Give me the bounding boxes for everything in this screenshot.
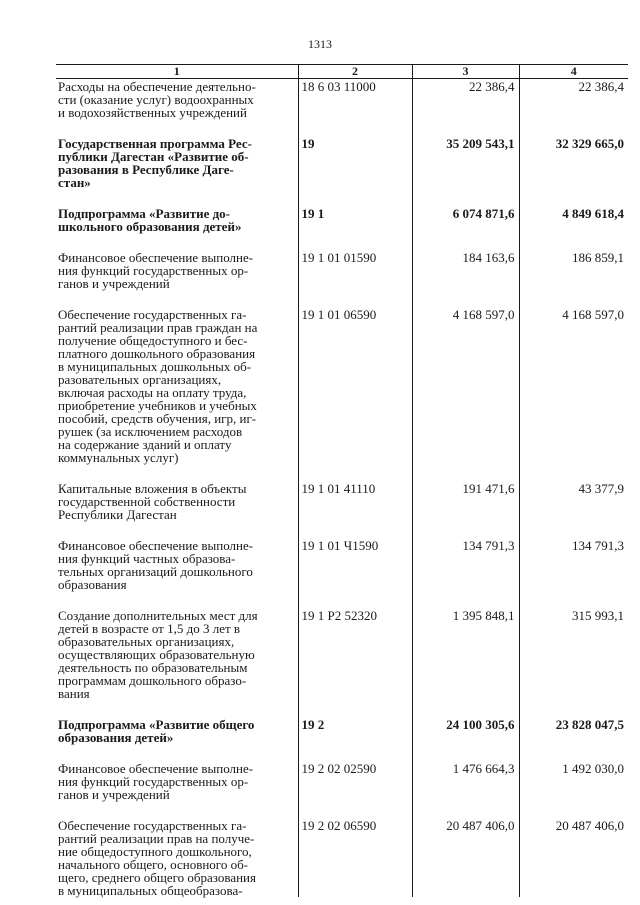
row-value-col3: 22 386,4	[412, 79, 519, 138]
row-name-cell: Финансовое обеспечение выполне- ния функций частных образова- тельных организаций дошкольного образования	[58, 538, 254, 592]
column-header-1: 1	[56, 65, 298, 79]
row-name-cell: Финансовое обеспечение выполне- ния функций государственных ор- ганов и учреждений	[58, 250, 254, 291]
row-code-cell: 19 1 01 06590	[298, 308, 412, 482]
row-name-cell: Финансовое обеспечение выполне- ния функций государственных ор- ганов и учреждений	[58, 761, 254, 802]
row-code-cell: 19 2 02 06590	[298, 819, 412, 897]
row-name-cell: Государственная программа Рес- публики Дагестан «Развитие об- разования в Республике Даге- стан»	[58, 136, 252, 190]
row-value-col4: 186 859,1	[519, 251, 628, 308]
row-name-cell: Создание дополнительных мест для детей в возрасте от 1,5 до 3 лет в образовательных организациях, осуществляющих образовательную деятельность по образовательным программам дошкольного образо- вания	[58, 608, 258, 701]
row-value-col3: 35 209 543,1	[412, 137, 519, 207]
row-value-col4: 20 487 406,0	[519, 819, 628, 897]
budget-table	[56, 64, 628, 897]
row-value-col3: 1 395 848,1	[412, 609, 519, 718]
row-value-col4: 22 386,4	[519, 79, 628, 138]
row-value-col4: 32 329 665,0	[519, 137, 628, 207]
table-body	[56, 79, 628, 898]
table-row	[56, 482, 628, 539]
row-value-col3: 4 168 597,0	[412, 308, 519, 482]
row-value-col3: 6 074 871,6	[412, 207, 519, 251]
table-row	[56, 207, 628, 251]
row-name-cell: Подпрограмма «Развитие общего образования детей»	[58, 717, 255, 745]
row-name-cell: Подпрограмма «Развитие до- школьного образования детей»	[58, 206, 242, 234]
row-code-cell: 19 2 02 02590	[298, 762, 412, 819]
row-value-col4: 4 849 618,4	[519, 207, 628, 251]
table-row	[56, 137, 628, 207]
row-name-cell: Расходы на обеспечение деятельно- сти (оказание услуг) водоохранных и водохозяйственных учреждений	[58, 79, 256, 120]
row-code-cell: 19 1 P2 52320	[298, 609, 412, 718]
row-code-cell: 19	[298, 137, 412, 207]
row-name-cell: Капитальные вложения в объекты государственной собственности Республики Дагестан	[58, 481, 247, 522]
column-header-4: 4	[519, 65, 628, 79]
row-value-col4: 315 993,1	[519, 609, 628, 718]
row-code-cell: 19 1	[298, 207, 412, 251]
table-row	[56, 762, 628, 819]
row-value-col4: 134 791,3	[519, 539, 628, 609]
row-code-cell: 18 6 03 11000	[298, 79, 412, 138]
page-number: 1313	[308, 37, 332, 51]
table-row	[56, 539, 628, 609]
column-header-2: 2	[298, 65, 412, 79]
row-value-col3: 20 487 406,0	[412, 819, 519, 897]
table-row	[56, 251, 628, 308]
row-value-col4: 1 492 030,0	[519, 762, 628, 819]
row-code-cell: 19 1 01 41110	[298, 482, 412, 539]
table-row	[56, 718, 628, 762]
table-header-row	[56, 65, 628, 79]
row-value-col3: 191 471,6	[412, 482, 519, 539]
row-value-col3: 134 791,3	[412, 539, 519, 609]
row-code-cell: 19 2	[298, 718, 412, 762]
row-value-col4: 43 377,9	[519, 482, 628, 539]
row-code-cell: 19 1 01 Ч1590	[298, 539, 412, 609]
row-name-cell: Обеспечение государственных га- рантий реализации прав на получе- ние общедоступного дошкольного, начального общего, основного об- щего, среднего общего образования в муниципальных общеобразова-	[58, 818, 256, 898]
row-value-col4: 23 828 047,5	[519, 718, 628, 762]
table-row	[56, 609, 628, 718]
row-value-col3: 1 476 664,3	[412, 762, 519, 819]
table-row	[56, 308, 628, 482]
row-value-col4: 4 168 597,0	[519, 308, 628, 482]
row-value-col3: 184 163,6	[412, 251, 519, 308]
column-header-3: 3	[412, 65, 519, 79]
table-row	[56, 79, 628, 138]
table-row	[56, 819, 628, 897]
row-code-cell: 19 1 01 01590	[298, 251, 412, 308]
row-name-cell: Обеспечение государственных га- рантий реализации прав граждан на получение общедоступного и бес- платного дошкольного образования в муниципальных дошкольных об- разовательных организациях, включая расходы на оплату труда, приобретение учебников и учебных пособий, средств обучения, игр, иг- рушек (за исключением расходов на содержание зданий и оплату коммунальных услуг)	[58, 307, 258, 465]
row-value-col3: 24 100 305,6	[412, 718, 519, 762]
